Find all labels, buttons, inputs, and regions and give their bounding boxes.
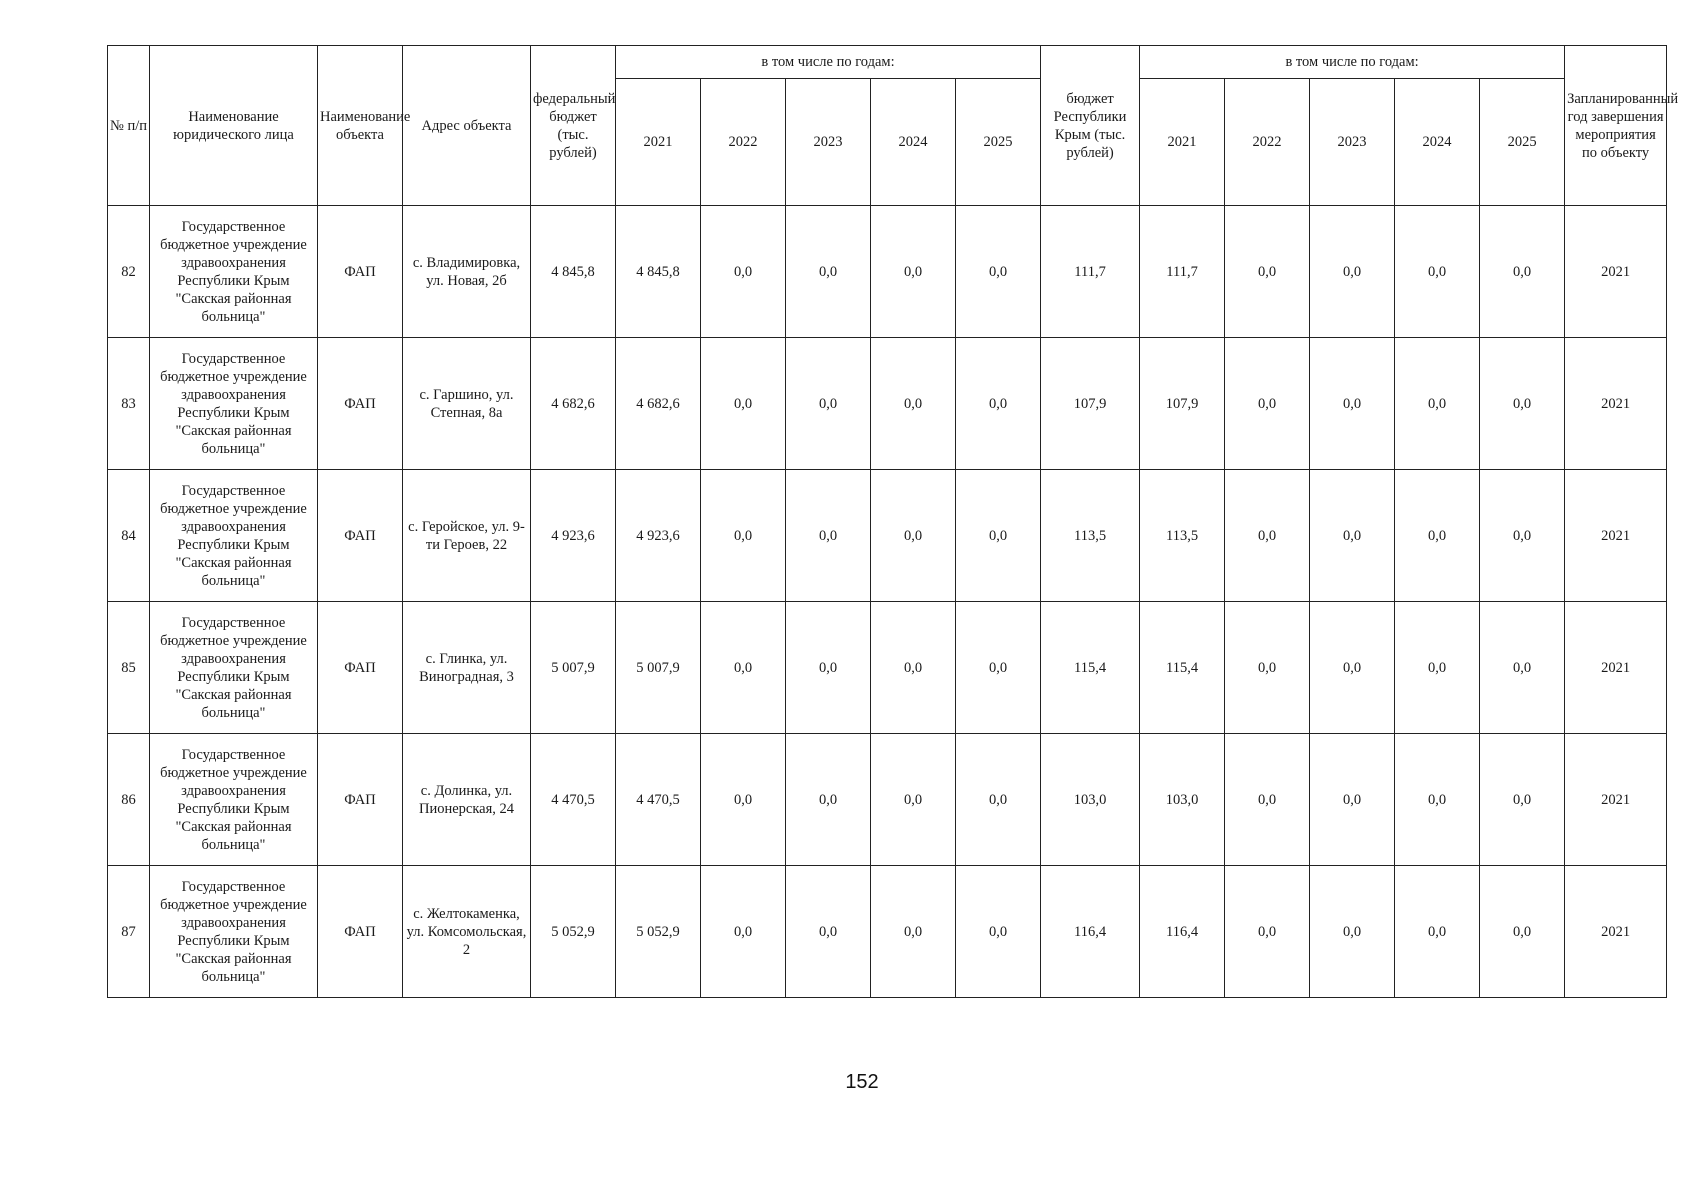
federal-year-cell: 0,0	[871, 470, 956, 602]
federal-budget-cell: 4 470,5	[531, 734, 616, 866]
republic-year-cell: 113,5	[1140, 470, 1225, 602]
object-name-cell: ФАП	[318, 470, 403, 602]
federal-year-cell: 0,0	[786, 866, 871, 998]
republic-budget-cell: 116,4	[1041, 866, 1140, 998]
federal-year-cell: 4 845,8	[616, 206, 701, 338]
republic-year-cell: 0,0	[1480, 866, 1565, 998]
object-name-cell: ФАП	[318, 206, 403, 338]
republic-year-cell: 0,0	[1310, 470, 1395, 602]
address-cell: с. Владимировка, ул. Новая, 2б	[403, 206, 531, 338]
header-rep-year: 2025	[1480, 79, 1565, 206]
table-row	[108, 338, 1667, 470]
federal-year-cell: 0,0	[786, 602, 871, 734]
row-num-cell: 84	[108, 470, 150, 602]
federal-year-cell: 0,0	[786, 734, 871, 866]
republic-year-cell: 0,0	[1395, 206, 1480, 338]
table-row	[108, 866, 1667, 998]
republic-year-cell: 0,0	[1225, 338, 1310, 470]
table-row	[108, 734, 1667, 866]
federal-year-cell: 0,0	[701, 206, 786, 338]
address-cell: с. Долинка, ул. Пионерская, 24	[403, 734, 531, 866]
header-rep-by-years: в том числе по годам:	[1140, 46, 1565, 79]
republic-year-cell: 0,0	[1395, 470, 1480, 602]
federal-year-cell: 0,0	[701, 602, 786, 734]
header-rep-year: 2024	[1395, 79, 1480, 206]
republic-year-cell: 0,0	[1395, 866, 1480, 998]
header-rep-year: 2022	[1225, 79, 1310, 206]
header-republic-budget: бюджет Республики Крым (тыс. рублей)	[1041, 46, 1140, 206]
planned-year-cell: 2021	[1565, 734, 1667, 866]
row-num-cell: 82	[108, 206, 150, 338]
republic-year-cell: 0,0	[1310, 866, 1395, 998]
federal-budget-cell: 5 007,9	[531, 602, 616, 734]
header-rep-year: 2023	[1310, 79, 1395, 206]
row-num-cell: 85	[108, 602, 150, 734]
republic-year-cell: 0,0	[1480, 470, 1565, 602]
header-planned-year: Запланированный год завершения мероприятия по объекту	[1565, 46, 1667, 206]
republic-budget-cell: 115,4	[1041, 602, 1140, 734]
federal-year-cell: 0,0	[701, 734, 786, 866]
table-row	[108, 602, 1667, 734]
republic-year-cell: 0,0	[1310, 734, 1395, 866]
republic-budget-cell: 113,5	[1041, 470, 1140, 602]
header-fed-year: 2023	[786, 79, 871, 206]
republic-year-cell: 0,0	[1225, 470, 1310, 602]
object-name-cell: ФАП	[318, 338, 403, 470]
republic-year-cell: 0,0	[1310, 602, 1395, 734]
republic-year-cell: 115,4	[1140, 602, 1225, 734]
header-fed-year: 2022	[701, 79, 786, 206]
federal-year-cell: 0,0	[701, 470, 786, 602]
republic-year-cell: 0,0	[1480, 734, 1565, 866]
republic-year-cell: 0,0	[1310, 206, 1395, 338]
federal-year-cell: 0,0	[871, 866, 956, 998]
org-name-cell: Государственное бюджетное учреждение здравоохранения Республики Крым "Сакская районная больница"	[150, 866, 318, 998]
header-fed-year: 2025	[956, 79, 1041, 206]
republic-year-cell: 0,0	[1480, 602, 1565, 734]
header-rep-year: 2021	[1140, 79, 1225, 206]
row-num-cell: 87	[108, 866, 150, 998]
federal-budget-cell: 5 052,9	[531, 866, 616, 998]
federal-year-cell: 0,0	[701, 338, 786, 470]
planned-year-cell: 2021	[1565, 602, 1667, 734]
federal-year-cell: 5 007,9	[616, 602, 701, 734]
table-body	[108, 206, 1667, 998]
federal-year-cell: 0,0	[871, 734, 956, 866]
org-name-cell: Государственное бюджетное учреждение здравоохранения Республики Крым "Сакская районная больница"	[150, 734, 318, 866]
federal-year-cell: 0,0	[956, 470, 1041, 602]
federal-year-cell: 0,0	[871, 206, 956, 338]
federal-budget-cell: 4 845,8	[531, 206, 616, 338]
object-name-cell: ФАП	[318, 866, 403, 998]
header-address: Адрес объекта	[403, 46, 531, 206]
republic-year-cell: 111,7	[1140, 206, 1225, 338]
federal-year-cell: 0,0	[786, 338, 871, 470]
planned-year-cell: 2021	[1565, 470, 1667, 602]
object-name-cell: ФАП	[318, 734, 403, 866]
republic-year-cell: 0,0	[1225, 206, 1310, 338]
header-fed-year: 2021	[616, 79, 701, 206]
republic-year-cell: 0,0	[1395, 734, 1480, 866]
header-fed-year: 2024	[871, 79, 956, 206]
republic-budget-cell: 111,7	[1041, 206, 1140, 338]
org-name-cell: Государственное бюджетное учреждение здравоохранения Республики Крым "Сакская районная больница"	[150, 206, 318, 338]
federal-year-cell: 4 682,6	[616, 338, 701, 470]
header-num: № п/п	[108, 46, 150, 206]
funding-table	[107, 45, 1679, 998]
federal-year-cell: 0,0	[786, 470, 871, 602]
federal-year-cell: 0,0	[701, 866, 786, 998]
federal-year-cell: 0,0	[786, 206, 871, 338]
federal-year-cell: 5 052,9	[616, 866, 701, 998]
federal-budget-cell: 4 923,6	[531, 470, 616, 602]
header-object-name: Наименование объекта	[318, 46, 403, 206]
republic-year-cell: 0,0	[1225, 866, 1310, 998]
org-name-cell: Государственное бюджетное учреждение здравоохранения Республики Крым "Сакская районная больница"	[150, 470, 318, 602]
address-cell: с. Гаршино, ул. Степная, 8а	[403, 338, 531, 470]
republic-year-cell: 0,0	[1225, 734, 1310, 866]
republic-year-cell: 0,0	[1480, 206, 1565, 338]
republic-year-cell: 103,0	[1140, 734, 1225, 866]
republic-year-cell: 116,4	[1140, 866, 1225, 998]
federal-year-cell: 0,0	[956, 734, 1041, 866]
federal-year-cell: 4 470,5	[616, 734, 701, 866]
address-cell: с. Глинка, ул. Виноградная, 3	[403, 602, 531, 734]
header-federal-budget: федеральный бюджет (тыс. рублей)	[531, 46, 616, 206]
federal-year-cell: 0,0	[871, 602, 956, 734]
address-cell: с. Желтокаменка, ул. Комсомольская, 2	[403, 866, 531, 998]
republic-budget-cell: 107,9	[1041, 338, 1140, 470]
row-num-cell: 86	[108, 734, 150, 866]
federal-year-cell: 0,0	[956, 866, 1041, 998]
federal-year-cell: 0,0	[956, 206, 1041, 338]
federal-year-cell: 0,0	[956, 338, 1041, 470]
row-num-cell: 83	[108, 338, 150, 470]
planned-year-cell: 2021	[1565, 206, 1667, 338]
address-cell: с. Геройское, ул. 9-ти Героев, 22	[403, 470, 531, 602]
planned-year-cell: 2021	[1565, 338, 1667, 470]
object-name-cell: ФАП	[318, 602, 403, 734]
header-org-name: Наименование юридического лица	[150, 46, 318, 206]
federal-year-cell: 0,0	[956, 602, 1041, 734]
federal-year-cell: 4 923,6	[616, 470, 701, 602]
org-name-cell: Государственное бюджетное учреждение здравоохранения Республики Крым "Сакская районная больница"	[150, 338, 318, 470]
table-row	[108, 470, 1667, 602]
org-name-cell: Государственное бюджетное учреждение здравоохранения Республики Крым "Сакская районная больница"	[150, 602, 318, 734]
table-row	[108, 206, 1667, 338]
planned-year-cell: 2021	[1565, 866, 1667, 998]
federal-budget-cell: 4 682,6	[531, 338, 616, 470]
republic-year-cell: 0,0	[1395, 338, 1480, 470]
republic-budget-cell: 103,0	[1041, 734, 1140, 866]
republic-year-cell: 107,9	[1140, 338, 1225, 470]
page-number: 152	[845, 1071, 879, 1093]
republic-year-cell: 0,0	[1225, 602, 1310, 734]
republic-year-cell: 0,0	[1480, 338, 1565, 470]
republic-year-cell: 0,0	[1310, 338, 1395, 470]
federal-year-cell: 0,0	[871, 338, 956, 470]
republic-year-cell: 0,0	[1395, 602, 1480, 734]
header-fed-by-years: в том числе по годам:	[616, 46, 1041, 79]
